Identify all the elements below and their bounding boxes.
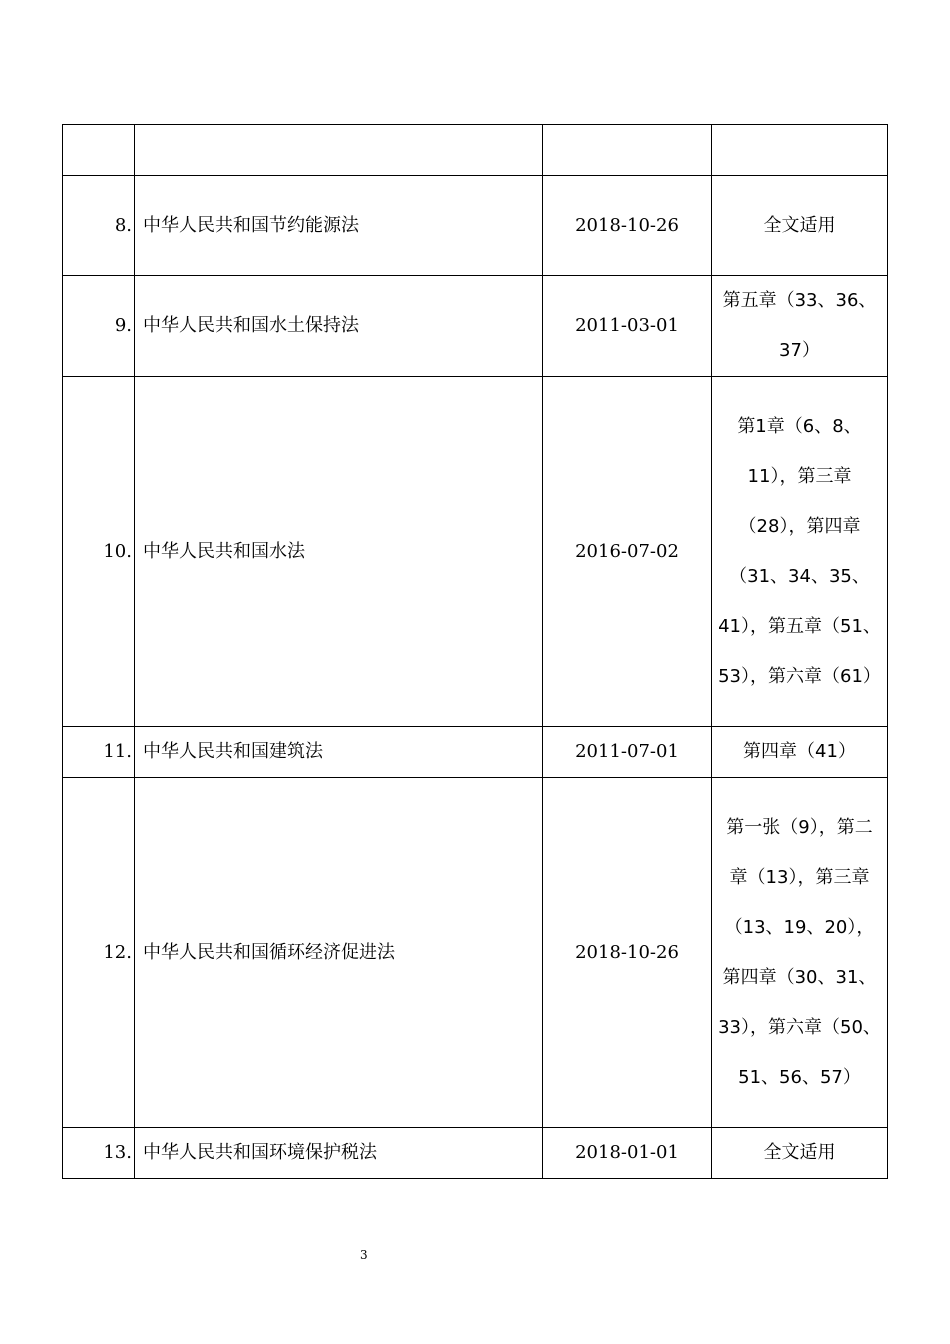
effective-date: 2018-10-26 [543, 778, 712, 1128]
law-name: 中华人民共和国循环经济促进法 [135, 778, 543, 1128]
row-number: 12. [63, 778, 135, 1128]
effective-date: 2018-01-01 [543, 1128, 712, 1179]
law-name: 中华人民共和国节约能源法 [135, 176, 543, 276]
row-number: 9. [63, 276, 135, 377]
applicable-scope: 第1章（6、8、11），第三章（28），第四章（31、34、35、41），第五章（51、53），第六章（61） [712, 377, 888, 727]
law-name: 中华人民共和国环境保护税法 [135, 1128, 543, 1179]
law-name: 中华人民共和国水法 [135, 377, 543, 727]
page-number: 3 [360, 1248, 368, 1262]
effective-date: 2011-07-01 [543, 727, 712, 778]
law-name [135, 125, 543, 176]
table-row [63, 176, 888, 276]
table-row [63, 727, 888, 778]
table-row [63, 1128, 888, 1179]
table-row [63, 276, 888, 377]
applicable-scope: 第五章（33、36、37） [712, 276, 888, 377]
applicable-scope [712, 125, 888, 176]
regulations-table [62, 124, 888, 1179]
row-number: 10. [63, 377, 135, 727]
effective-date: 2011-03-01 [543, 276, 712, 377]
law-name: 中华人民共和国建筑法 [135, 727, 543, 778]
table-row [63, 125, 888, 176]
effective-date: 2018-10-26 [543, 176, 712, 276]
effective-date: 2016-07-02 [543, 377, 712, 727]
row-number: 11. [63, 727, 135, 778]
table-row [63, 377, 888, 727]
effective-date [543, 125, 712, 176]
applicable-scope: 全文适用 [712, 1128, 888, 1179]
law-name: 中华人民共和国水土保持法 [135, 276, 543, 377]
applicable-scope: 全文适用 [712, 176, 888, 276]
applicable-scope: 第一张（9），第二章（13），第三章（13、19、20），第四章（30、31、33），第六章（50、51、56、57） [712, 778, 888, 1128]
row-number: 13. [63, 1128, 135, 1179]
row-number: 8. [63, 176, 135, 276]
table-row [63, 778, 888, 1128]
row-number [63, 125, 135, 176]
applicable-scope: 第四章（41） [712, 727, 888, 778]
